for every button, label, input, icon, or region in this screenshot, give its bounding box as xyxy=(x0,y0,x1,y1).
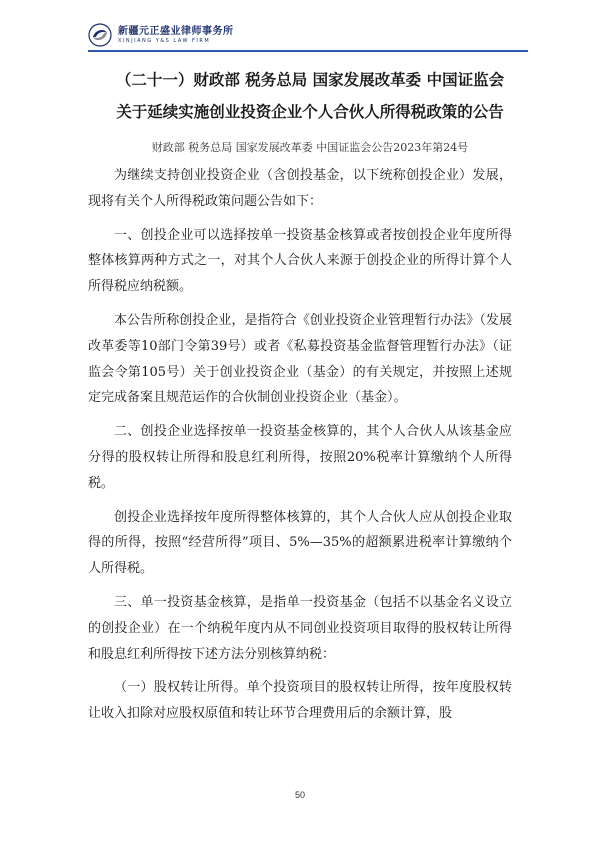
letterhead xyxy=(88,22,234,48)
header-divider xyxy=(88,50,528,52)
page-number: 50 xyxy=(294,790,305,800)
paragraph-intro: 为继续支持创业投资企业（含创投基金，以下统称创投企业）发展，现将有关个人所得税政策问题公告如下： xyxy=(88,168,512,209)
swirl-logo-icon xyxy=(88,23,112,47)
firm-name xyxy=(118,26,234,45)
firm-name-chinese: 新疆元正盛业律师事务所 xyxy=(118,25,234,37)
paragraph-article-2: 二、创投企业选择按单一投资基金核算的，其个人合伙人从该基金应分得的股权转让所得和股息红利所得，按照20%税率计算缴纳个人所得税。 xyxy=(88,424,512,491)
paragraph-article-1: 一、创投企业可以选择按单一投资基金核算或者按创投企业年度所得整体核算两种方式之一，对其个人合伙人来源于创投企业的所得计算个人所得税应纳税额。 xyxy=(88,227,512,295)
document-body xyxy=(88,163,512,735)
paragraph-annual-accounting: 创投企业选择按年度所得整体核算的，其个人合伙人应从创投企业取得的所得，按照“经营所得”项目、5%—35%的超额累进税率计算缴纳个人所得税。 xyxy=(88,509,512,577)
document-title-line-2: 关于延续实施创业投资企业个人合伙人所得税政策的公告 xyxy=(116,103,504,121)
paragraph-equity-transfer: （一）股权转让所得。单个投资项目的股权转让所得，按年度股权转让收入扣除对应股权原值和转让环节合理费用后的余额计算，股 xyxy=(88,680,512,722)
document-subtitle: 财政部 税务总局 国家发展改革委 中国证监会公告2023年第24号 xyxy=(151,141,469,154)
document-title-line-1: （二十一）财政部 税务总局 国家发展改革委 中国证监会 xyxy=(115,71,505,89)
paragraph-definition: 本公告所称创投企业，是指符合《创业投资企业管理暂行办法》（发展改革委等10部门令第39号）或者《私募投资基金监督管理暂行办法》（证监会令第105号）关于创业投资企业（基金）的有关规定，并按照上述规定完成备案且规范运作的合伙制创业投资企业（基金）。 xyxy=(88,312,512,406)
firm-name-english: XINJIANG Y&S LAW FIRM xyxy=(118,37,211,44)
paragraph-article-3: 三、单一投资基金核算，是指单一投资基金（包括不以基金名义设立的创投企业）在一个纳税年度内从不同创业投资项目取得的股权转让所得和股息红利所得按下述方法分别核算纳税： xyxy=(88,594,512,662)
